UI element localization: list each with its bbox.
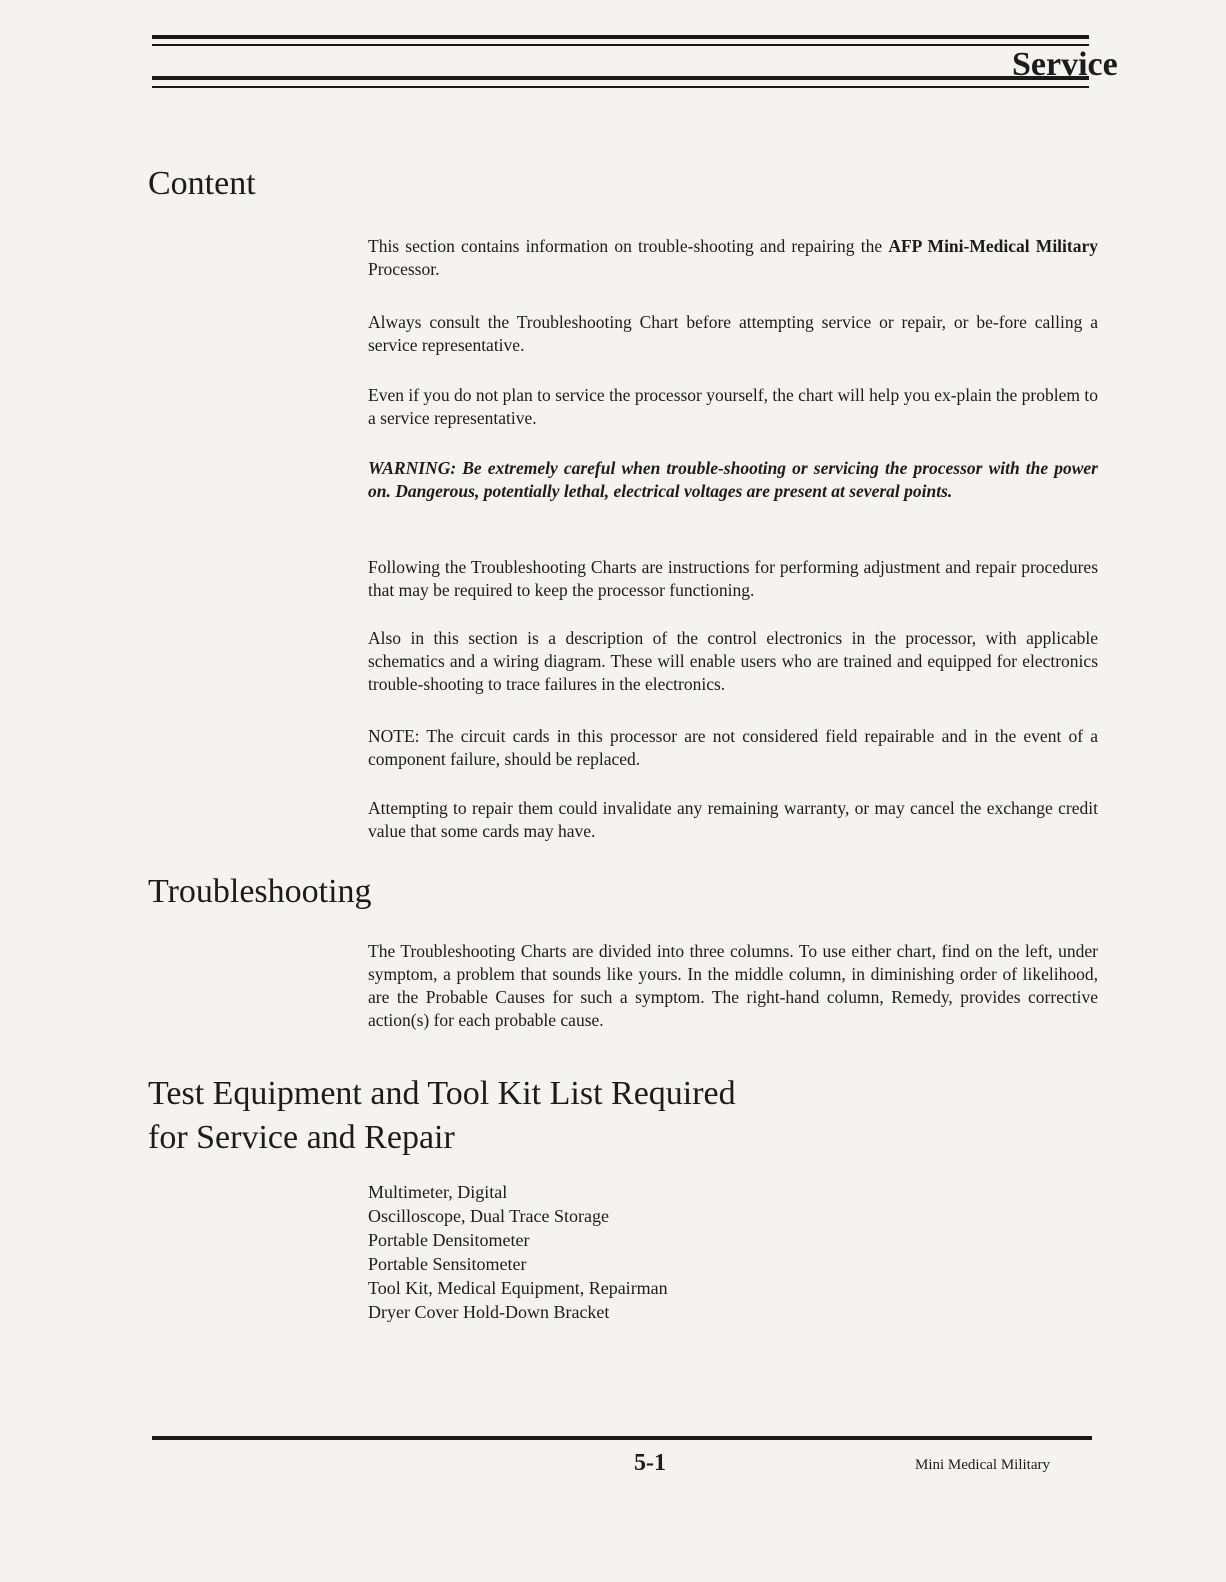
header-rule-bottom	[152, 76, 1089, 80]
list-item: Portable Sensitometer	[368, 1254, 527, 1274]
warning-paragraph: WARNING: Be extremely careful when trouble-shooting or servicing the processor with the power on. Dangerous, potentially lethal, electrical voltages are present at several points.	[368, 458, 1098, 501]
equipment-list	[368, 1180, 668, 1324]
list-item: Portable Densitometer	[368, 1230, 530, 1250]
page-number: 5-1	[634, 1450, 666, 1476]
list-item: Multimeter, Digital	[368, 1182, 508, 1202]
list-item: Dryer Cover Hold-Down Bracket	[368, 1302, 610, 1322]
header-rule-bottom-thin	[152, 86, 1089, 88]
footer-title: Mini Medical Military	[915, 1457, 1050, 1473]
list-item: Tool Kit, Medical Equipment, Repairman	[368, 1278, 668, 1298]
section-label: Service	[1012, 46, 1118, 83]
content-paragraph-2: Always consult the Troubleshooting Chart before attempting service or repair, or be-fore calling a service representative.	[368, 312, 1098, 355]
heading-troubleshooting: Troubleshooting	[148, 873, 372, 910]
heading-content: Content	[148, 165, 256, 202]
list-item: Oscilloscope, Dual Trace Storage	[368, 1206, 609, 1226]
content-paragraph-5: Also in this section is a description of the control electronics in the processor, with applicable schematics and a wiring diagram. These will enable users who are trained and equipped for electronics trouble-shooting to trace failures in the electronics.	[368, 628, 1098, 694]
content-paragraph-6: Attempting to repair them could invalidate any remaining warranty, or may cancel the exchange credit value that some cards may have.	[368, 798, 1098, 841]
header-rule-top-thin	[152, 44, 1089, 46]
content-paragraph-3: Even if you do not plan to service the processor yourself, the chart will help you ex-plain the problem to a service representative.	[368, 385, 1098, 428]
heading-test-equipment: Test Equipment and Tool Kit List Required for Service and Repair	[148, 1075, 736, 1156]
troubleshooting-paragraph: The Troubleshooting Charts are divided into three columns. To use either chart, find on the left, under symptom, a problem that sounds like yours. In the middle column, in diminishing order of likelihood, are the Probable Causes for such a symptom. The right-hand column, Remedy, provides corrective action(s) for each probable cause.	[368, 941, 1098, 1030]
content-paragraph-1: This section contains information on trouble-shooting and repairing the AFP Mini-Medical Military Processor.	[368, 236, 1098, 279]
note-paragraph: NOTE: The circuit cards in this processor are not considered field repairable and in the event of a component failure, should be replaced.	[368, 726, 1098, 769]
header-rule-top	[152, 35, 1089, 39]
content-paragraph-4: Following the Troubleshooting Charts are instructions for performing adjustment and repair procedures that may be required to keep the processor functioning.	[368, 557, 1098, 600]
footer-rule	[152, 1436, 1092, 1440]
